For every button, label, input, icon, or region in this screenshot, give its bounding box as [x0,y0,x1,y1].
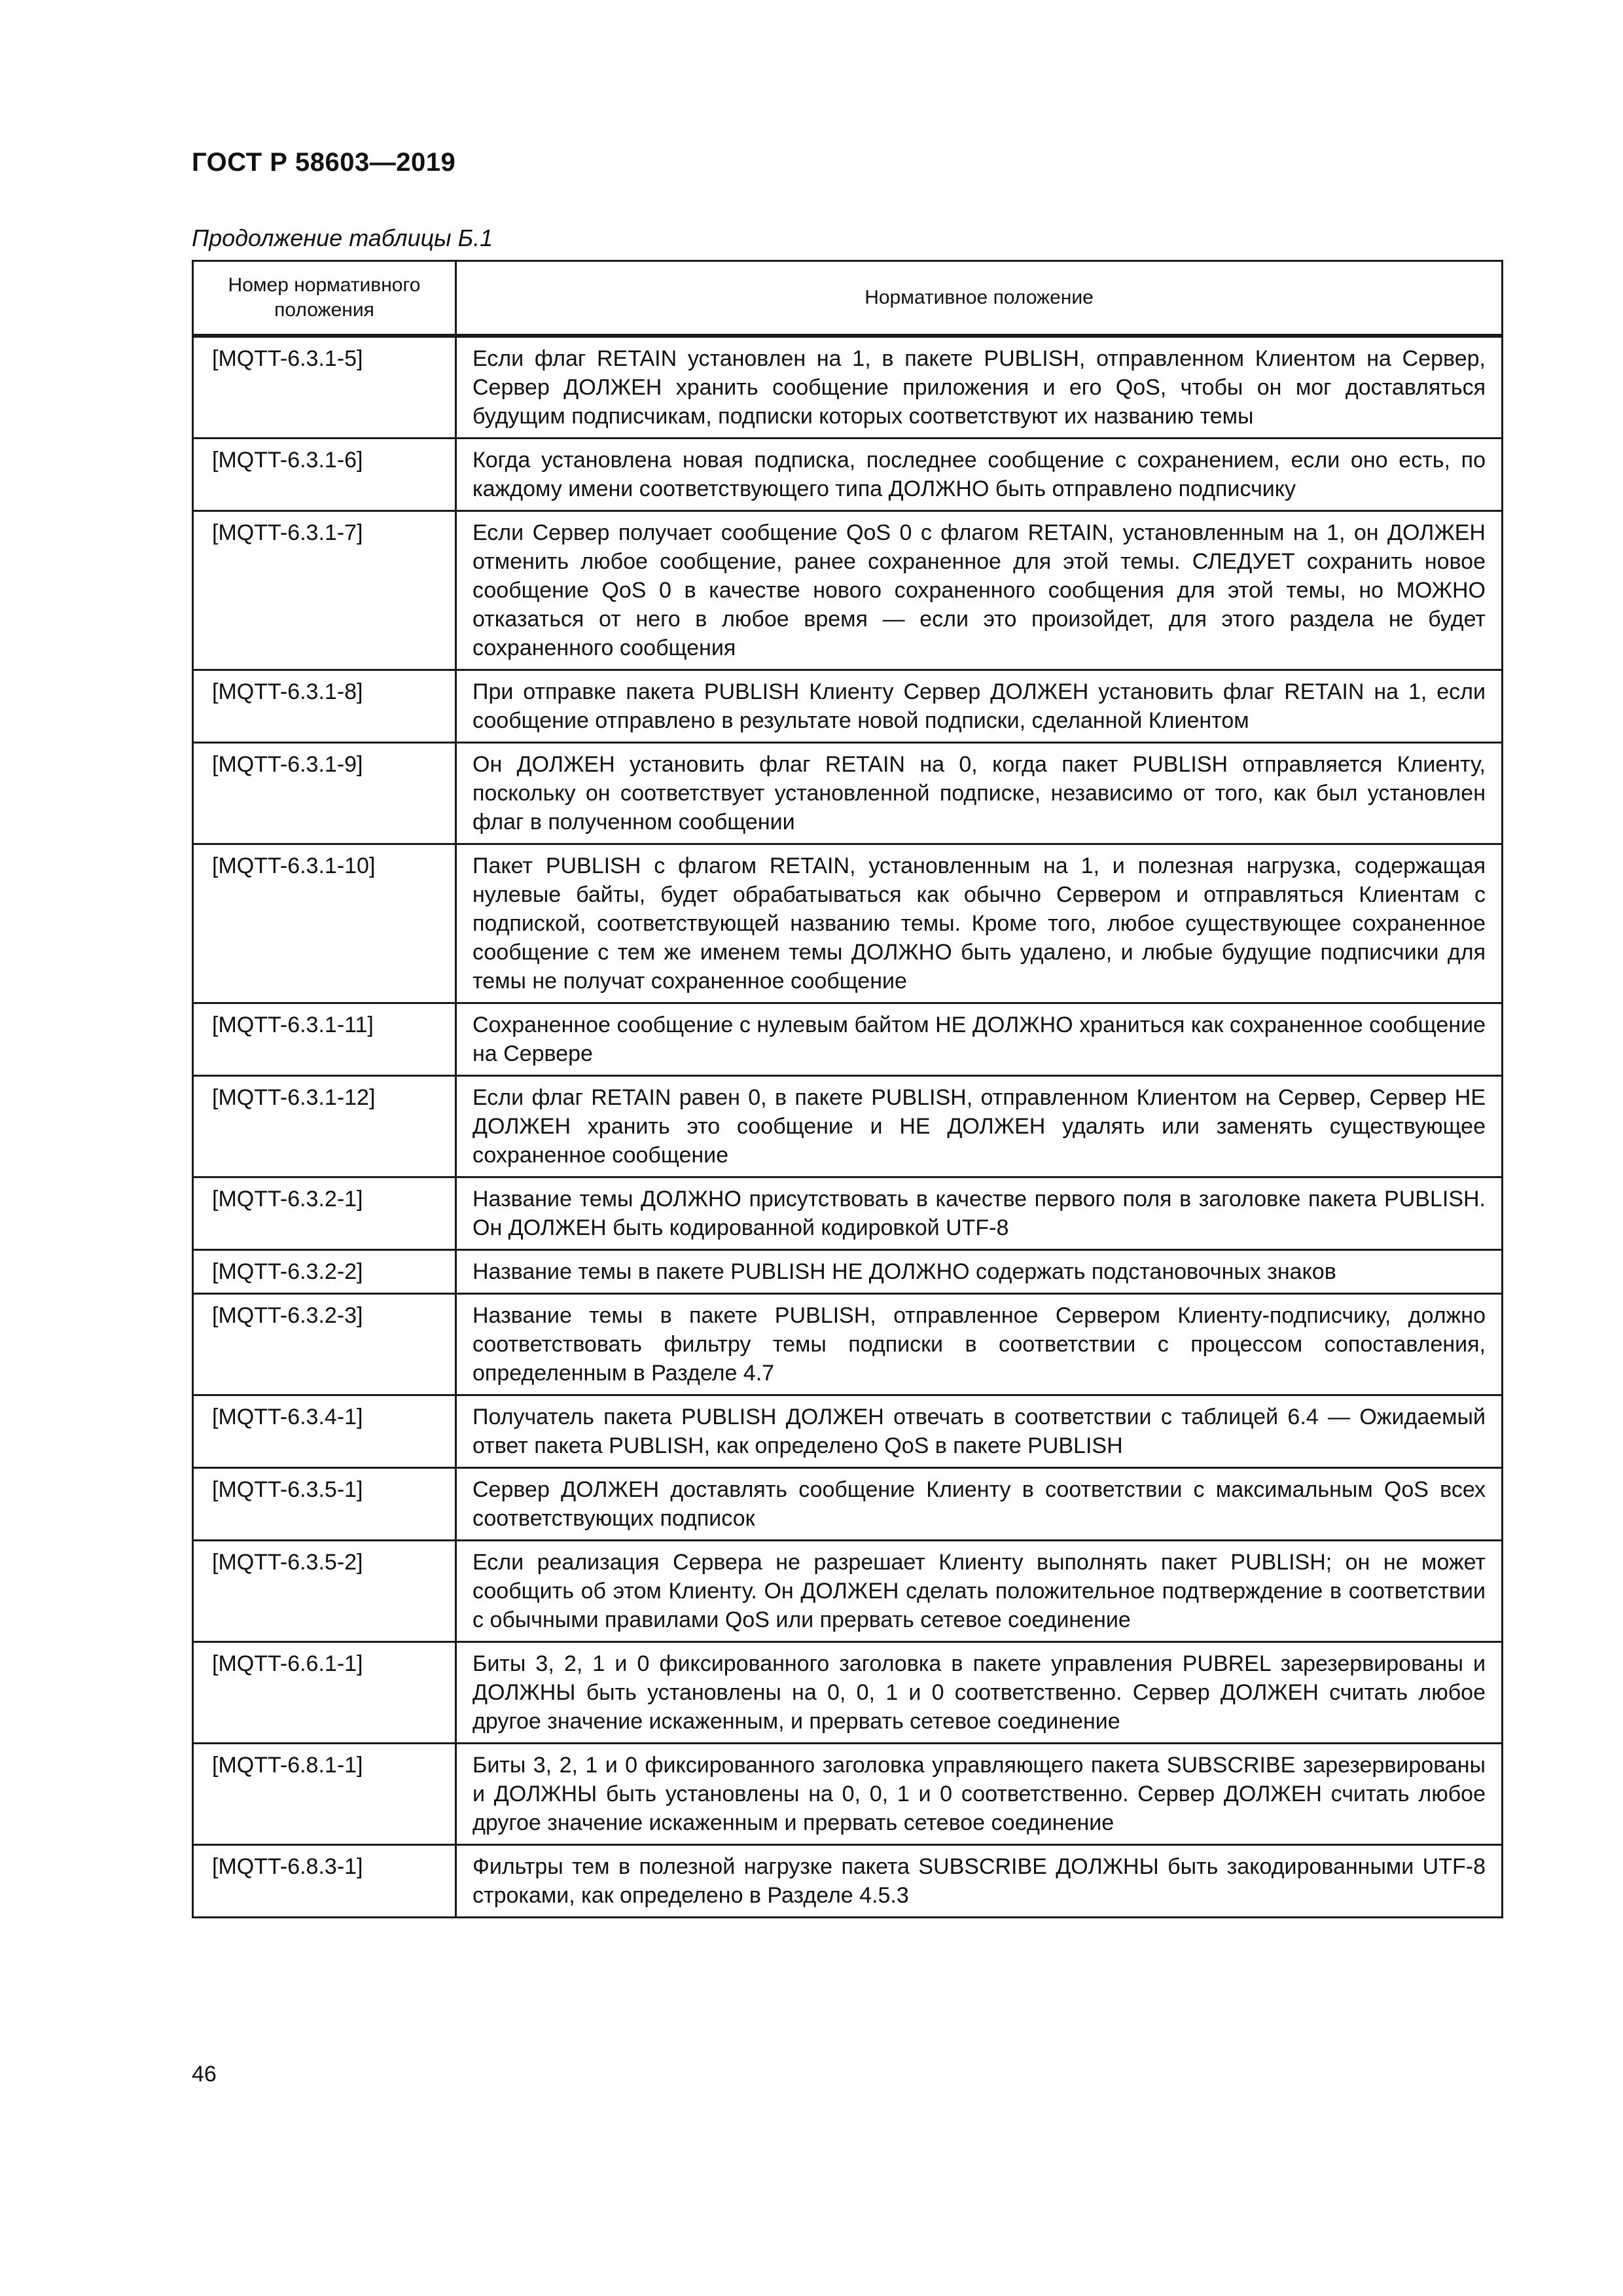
column-header-number: Номер нормативного положения [193,261,456,336]
provision-number: [MQTT-6.6.1-1] [193,1642,456,1744]
page-number: 46 [192,2062,217,2087]
provision-text: Он ДОЛЖЕН установить флаг RETAIN на 0, когда пакет PUBLISH отправляется Клиенту, поскольку он соответствует установленной подписке, независимо от того, как был установлен флаг в полученном сообщении [456,743,1503,844]
provision-text: Если флаг RETAIN равен 0, в пакете PUBLISH, отправленном Клиентом на Сервер, Сервер НЕ ДОЛЖЕН хранить это сообщение и НЕ ДОЛЖЕН удалять или заменять существующее сохраненное сообщение [456,1076,1503,1177]
provision-text: Пакет PUBLISH с флагом RETAIN, установленным на 1, и полезная нагрузка, содержащая нулевые байты, будет обрабатываться как обычно Сервером и отправляться Клиентам с подпиской, соответствующей названию темы. Кроме того, любое существующее сохраненное сообщение с тем же именем темы ДОЛЖНО быть удалено, и любые будущие подписчики для темы не получат сохраненное сообщение [456,844,1503,1003]
provision-text: При отправке пакета PUBLISH Клиенту Сервер ДОЛЖЕН установить флаг RETAIN на 1, если сообщение отправлено в результате новой подписки, сделанной Клиентом [456,670,1503,743]
table-row [193,844,1503,1003]
provision-text: Сервер ДОЛЖЕН доставлять сообщение Клиенту в соответствии с максимальным QoS всех соответствующих подписок [456,1468,1503,1541]
provision-text: Название темы ДОЛЖНО присутствовать в качестве первого поля в заголовке пакета PUBLISH. Он ДОЛЖЕН быть кодированной кодировкой UTF-8 [456,1177,1503,1250]
provision-text: Биты 3, 2, 1 и 0 фиксированного заголовка управляющего пакета SUBSCRIBE зарезервированы и ДОЛЖНЫ быть установлены на 0, 0, 1 и 0 соответственно. Сервер ДОЛЖЕН считать любое другое значение искаженным и прервать сетевое соединение [456,1744,1503,1845]
provision-number: [MQTT-6.8.3-1] [193,1845,456,1918]
table-caption: Продолжение таблицы Б.1 [192,224,493,251]
provision-number: [MQTT-6.3.5-2] [193,1541,456,1642]
provision-text: Если флаг RETAIN установлен на 1, в пакете PUBLISH, отправленном Клиентом на Сервер, Сервер ДОЛЖЕН хранить сообщение приложения и его QoS, чтобы он мог доставляться будущим подписчикам, подписки которых соответствуют их названию темы [456,336,1503,439]
table-row [193,1642,1503,1744]
table-row [193,1744,1503,1845]
provision-number: [MQTT-6.3.1-11] [193,1003,456,1076]
table-header-row [193,261,1503,336]
provision-text: Сохраненное сообщение с нулевым байтом НЕ ДОЛЖНО храниться как сохраненное сообщение на Сервере [456,1003,1503,1076]
table-row [193,1003,1503,1076]
table-row [193,1468,1503,1541]
provision-number: [MQTT-6.3.1-9] [193,743,456,844]
provision-number: [MQTT-6.3.1-12] [193,1076,456,1177]
provision-text: Название темы в пакете PUBLISH, отправленное Сервером Клиенту-подписчику, должно соответствовать фильтру темы подписки в соответствии с процессом сопоставления, определенным в Разделе 4.7 [456,1294,1503,1395]
table-body [193,336,1503,1918]
column-header-provision: Нормативное положение [456,261,1503,336]
provision-number: [MQTT-6.3.1-10] [193,844,456,1003]
table-row [193,1395,1503,1468]
provision-number: [MQTT-6.3.2-2] [193,1250,456,1294]
provision-number: [MQTT-6.3.2-3] [193,1294,456,1395]
table-row [193,336,1503,439]
table-row [193,511,1503,670]
provision-number: [MQTT-6.3.1-5] [193,336,456,439]
normative-provisions-table [192,260,1503,1918]
provision-number: [MQTT-6.3.1-8] [193,670,456,743]
table-row [193,1294,1503,1395]
table-row [193,1076,1503,1177]
table-row [193,1250,1503,1294]
provision-text: Если реализация Сервера не разрешает Клиенту выполнять пакет PUBLISH; он не может сообщить об этом Клиенту. Он ДОЛЖЕН сделать положительное подтверждение в соответствии с обычными правилами QoS или прервать сетевое соединение [456,1541,1503,1642]
table-row [193,670,1503,743]
provision-number: [MQTT-6.3.1-6] [193,439,456,511]
table-row [193,743,1503,844]
provision-text: Если Сервер получает сообщение QoS 0 с флагом RETAIN, установленным на 1, он ДОЛЖЕН отменить любое сообщение, ранее сохраненное для этой темы. СЛЕДУЕТ сохранить новое сообщение QoS 0 в качестве нового сохраненного сообщения для этой темы, но МОЖНО отказаться от него в любое время — если это произойдет, для этого раздела не будет сохраненного сообщения [456,511,1503,670]
provision-number: [MQTT-6.3.5-1] [193,1468,456,1541]
provision-number: [MQTT-6.3.4-1] [193,1395,456,1468]
table-row [193,1845,1503,1918]
provision-text: Биты 3, 2, 1 и 0 фиксированного заголовка в пакете управления PUBREL зарезервированы и ДОЛЖНЫ быть установлены на 0, 0, 1 и 0 соответственно. Сервер ДОЛЖЕН считать любое другое значение искаженным, и прервать сетевое соединение [456,1642,1503,1744]
provision-number: [MQTT-6.3.1-7] [193,511,456,670]
standard-designation: ГОСТ Р 58603—2019 [192,148,456,177]
provision-number: [MQTT-6.8.1-1] [193,1744,456,1845]
provision-number: [MQTT-6.3.2-1] [193,1177,456,1250]
table-row [193,439,1503,511]
table-row [193,1177,1503,1250]
provision-text: Когда установлена новая подписка, последнее сообщение с сохранением, если оно есть, по каждому имени соответствующего типа ДОЛЖНО быть отправлено подписчику [456,439,1503,511]
provision-text: Название темы в пакете PUBLISH НЕ ДОЛЖНО содержать подстановочных знаков [456,1250,1503,1294]
provision-text: Получатель пакета PUBLISH ДОЛЖЕН отвечать в соответствии с таблицей 6.4 — Ожидаемый ответ пакета PUBLISH, как определено QoS в пакете PUBLISH [456,1395,1503,1468]
provision-text: Фильтры тем в полезной нагрузке пакета SUBSCRIBE ДОЛЖНЫ быть закодированными UTF-8 строками, как определено в Разделе 4.5.3 [456,1845,1503,1918]
table-row [193,1541,1503,1642]
